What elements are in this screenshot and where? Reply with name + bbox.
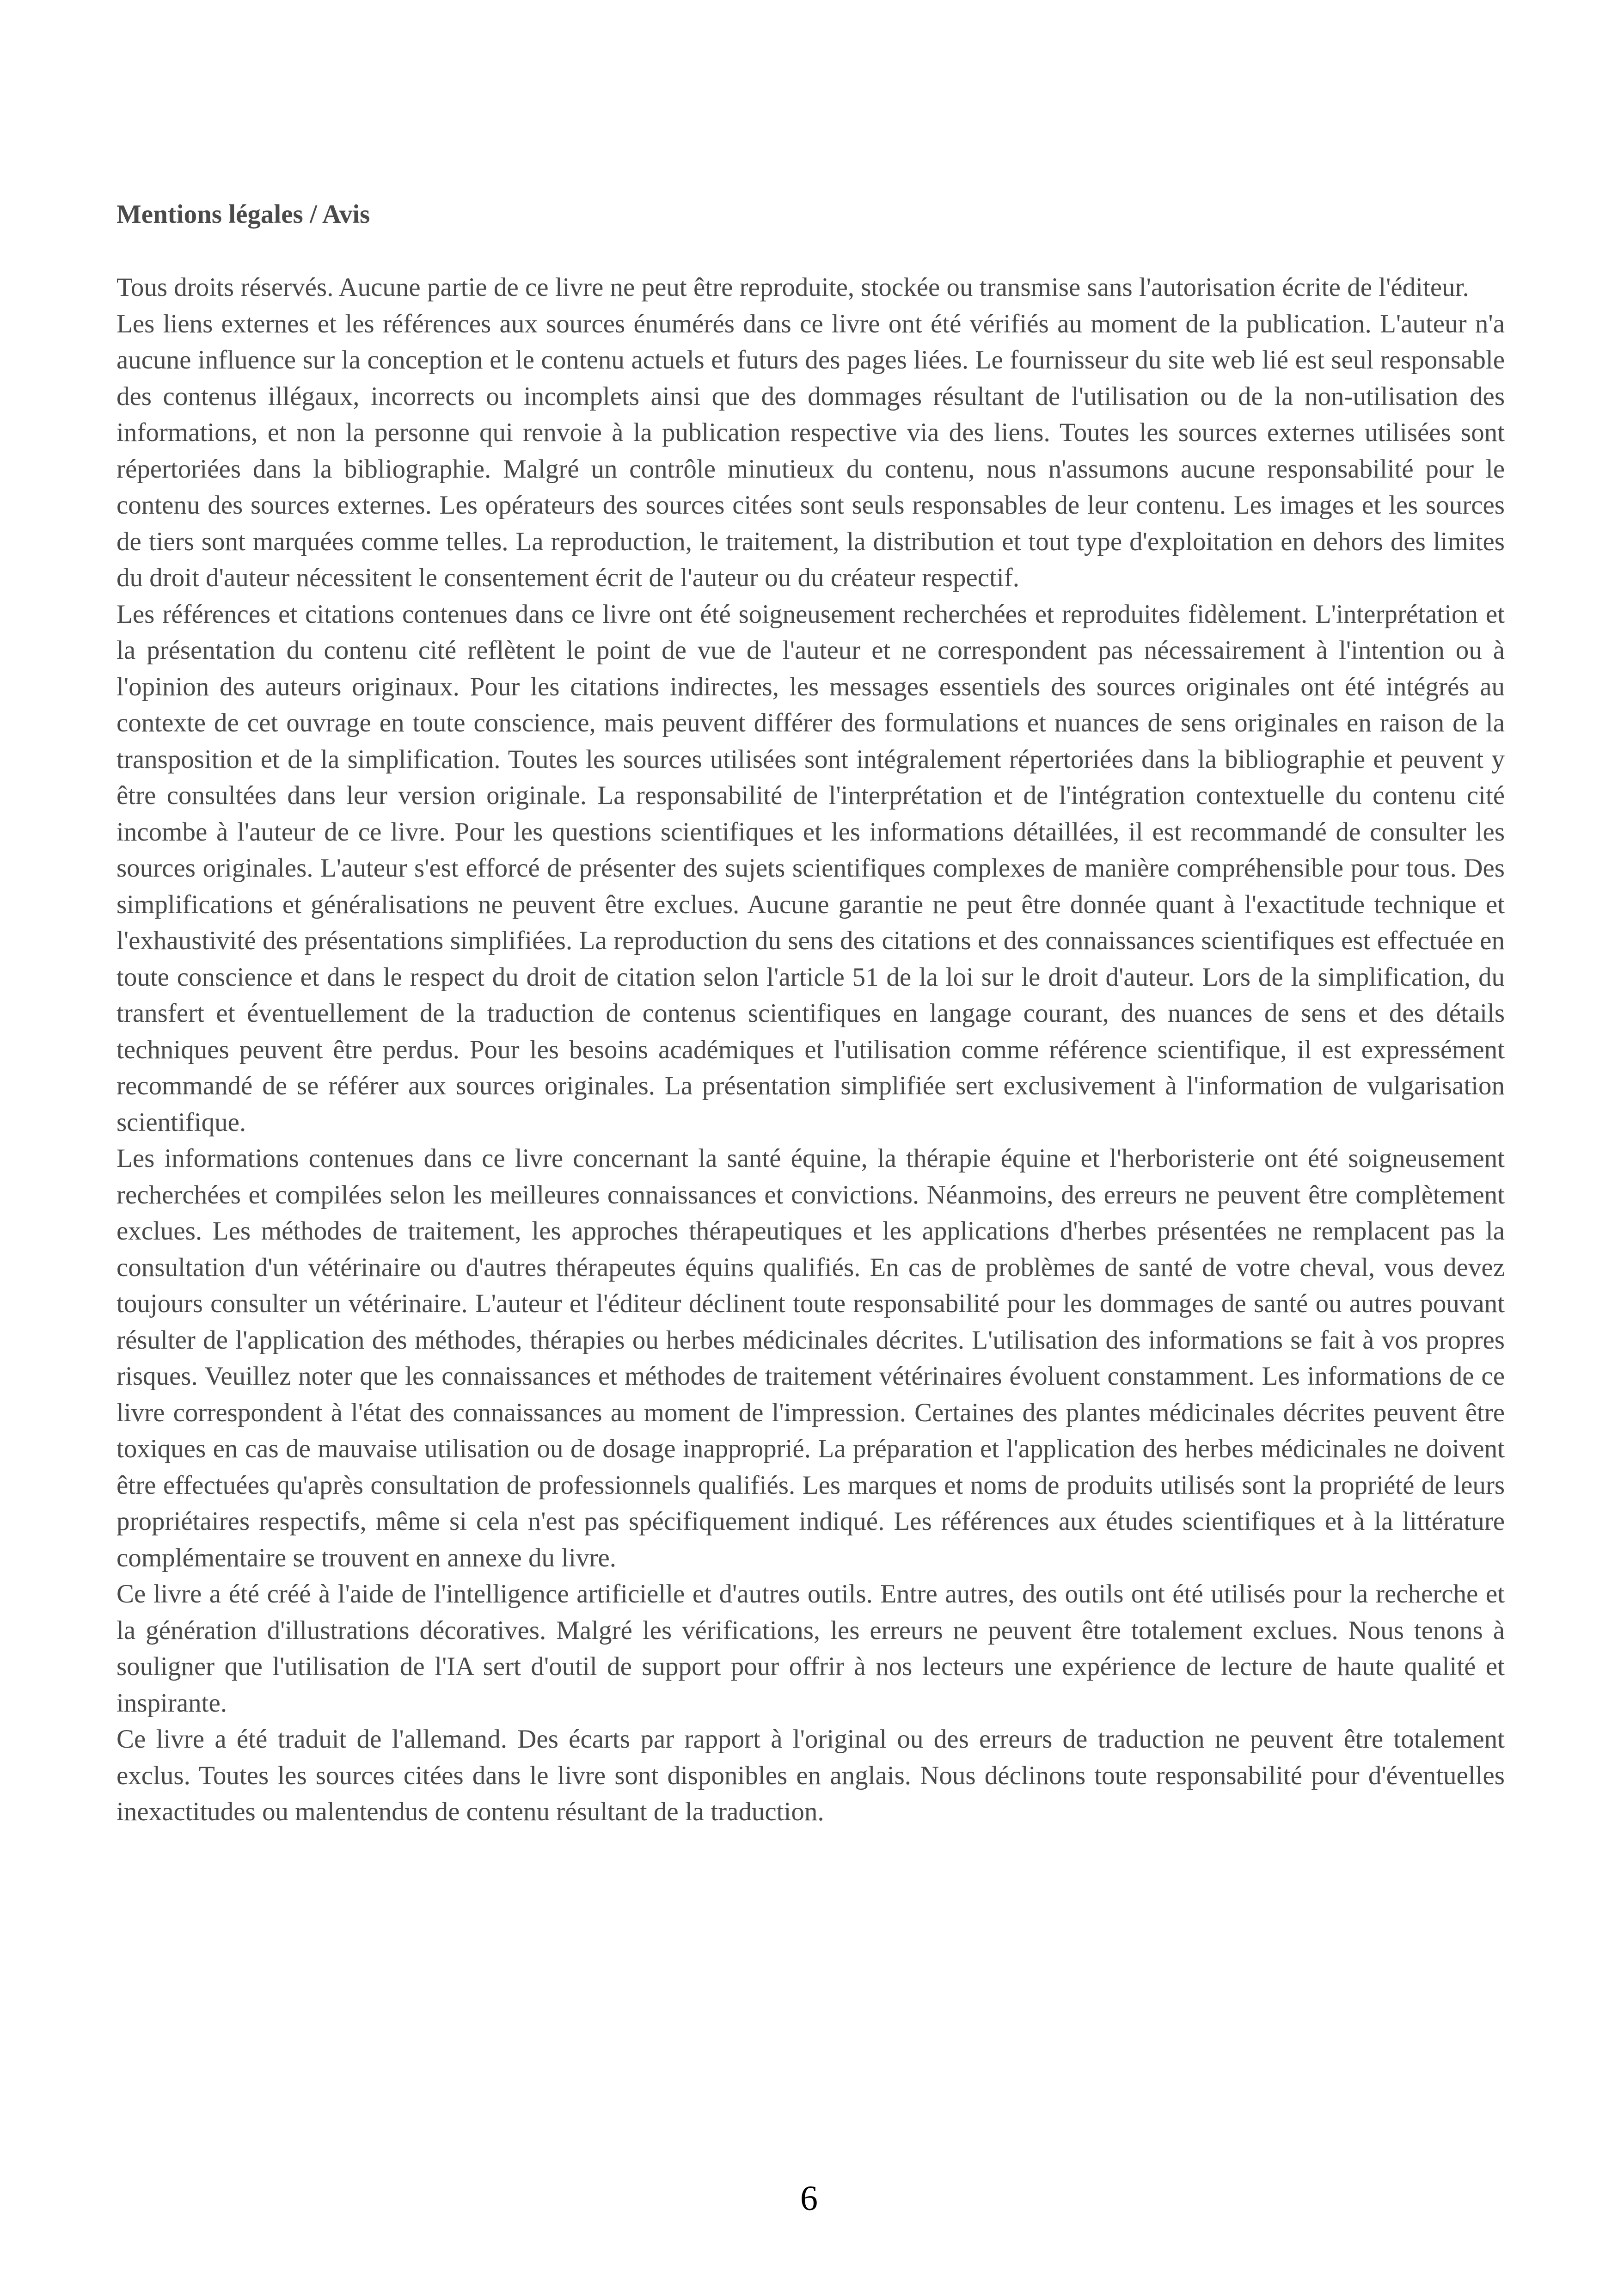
page-number: 6 [800, 2179, 818, 2218]
legal-notice-section [116, 196, 1505, 1830]
paragraph-translation-notice: Ce livre a été traduit de l'allemand. Des écarts par rapport à l'original ou des erreurs de traduction ne peuvent être totalement exclus. Toutes les sources citées dans le livre sont disponibles en anglais. Nous déclinons toute responsabilité pour d'éventuelles inexactitudes ou malentendus de contenu résultant de la traduction. [116, 1725, 1505, 1826]
paragraph-external-links: Les liens externes et les références aux sources énumérés dans ce livre ont été vérifiés au moment de la publication. L'auteur n'a aucune influence sur la conception et le contenu actuels et futurs des pages liées. Le fournisseur du site web lié est seul responsable des contenus illégaux, incorrects ou incomplets ainsi que des dommages résultant de l'utilisation ou de la non-utilisation des informations, et non la personne qui renvoie à la publication respective via des liens. Toutes les sources externes utilisées sont répertoriées dans la bibliographie. Malgré un contrôle minutieux du contenu, nous n'assumons aucune responsabilité pour le contenu des sources externes. Les opérateurs des sources citées sont seuls responsables de leur contenu. Les images et les sources de tiers sont marquées comme telles. La reproduction, le traitement, la distribution et tout type d'exploitation en dehors des limites du droit d'auteur nécessitent le consentement écrit de l'auteur ou du créateur respectif. [116, 309, 1505, 592]
paragraph-citations: Les références et citations contenues dans ce livre ont été soigneusement recherchées et reproduites fidèlement. L'interprétation et la présentation du contenu cité reflètent le point de vue de l'auteur et ne correspondent pas nécessairement à l'intention ou à l'opinion des auteurs originaux. Pour les citations indirectes, les messages essentiels des sources originales ont été intégrés au contexte de cet ouvrage en toute conscience, mais peuvent différer des formulations et nuances de sens originales en raison de la transposition et de la simplification. Toutes les sources utilisées sont intégralement répertoriées dans la bibliographie et peuvent y être consultées dans leur version originale. La responsabilité de l'interprétation et de l'intégration contextuelle du contenu cité incombe à l'auteur de ce livre. Pour les questions scientifiques et les informations détaillées, il est recommandé de consulter les sources originales. L'auteur s'est efforcé de présenter des sujets scientifiques complexes de manière compréhensible pour tous. Des simplifications et généralisations ne peuvent être exclues. Aucune garantie ne peut être donnée quant à l'exactitude technique et l'exhaustivité des présentations simplifiées. La reproduction du sens des citations et des connaissances scientifiques est effectuée en toute conscience et dans le respect du droit de citation selon l'article 51 de la loi sur le droit d'auteur. Lors de la simplification, du transfert et éventuellement de la traduction de contenus scientifiques en langage courant, des nuances de sens et des détails techniques peuvent être perdus. Pour les besoins académiques et l'utilisation comme référence scientifique, il est expressément recommandé de se référer aux sources originales. La présentation simplifiée sert exclusivement à l'information de vulgarisation scientifique. [116, 599, 1505, 1137]
paragraph-ai-notice: Ce livre a été créé à l'aide de l'intelligence artificielle et d'autres outils. Entre autres, des outils ont été utilisés pour la recherche et la génération d'illustrations décoratives. Malgré les vérifications, les erreurs ne peuvent être totalement exclues. Nous tenons à souligner que l'utilisation de l'IA sert d'outil de support pour offrir à nos lecteurs une expérience de lecture de haute qualité et inspirante. [116, 1579, 1505, 1718]
paragraph-health-disclaimer: Les informations contenues dans ce livre concernant la santé équine, la thérapie équine et l'herboristerie ont été soigneusement recherchées et compilées selon les meilleures connaissances et convictions. Néanmoins, des erreurs ne peuvent être complètement exclues. Les méthodes de traitement, les approches thérapeutiques et les applications d'herbes présentées ne remplacent pas la consultation d'un vétérinaire ou d'autres thérapeutes équins qualifiés. En cas de problèmes de santé de votre cheval, vous devez toujours consulter un vétérinaire. L'auteur et l'éditeur déclinent toute responsabilité pour les dommages de santé ou autres pouvant résulter de l'application des méthodes, thérapies ou herbes médicinales décrites. L'utilisation des informations se fait à vos propres risques. Veuillez noter que les connaissances et méthodes de traitement vétérinaires évoluent constamment. Les informations de ce livre correspondent à l'état des connaissances au moment de l'impression. Certaines des plantes médicinales décrites peuvent être toxiques en cas de mauvaise utilisation ou de dosage inapproprié. La préparation et l'application des herbes médicinales ne doivent être effectuées qu'après consultation de professionnels qualifiés. Les marques et noms de produits utilisés sont la propriété de leurs propriétaires respectifs, même si cela n'est pas spécifiquement indiqué. Les références aux études scientifiques et à la littérature complémentaire se trouvent en annexe du livre. [116, 1144, 1505, 1572]
section-heading: Mentions légales / Avis [116, 200, 370, 229]
paragraph-rights: Tous droits réservés. Aucune partie de ce livre ne peut être reproduite, stockée ou transmise sans l'autorisation écrite de l'éditeur. [116, 273, 1469, 302]
